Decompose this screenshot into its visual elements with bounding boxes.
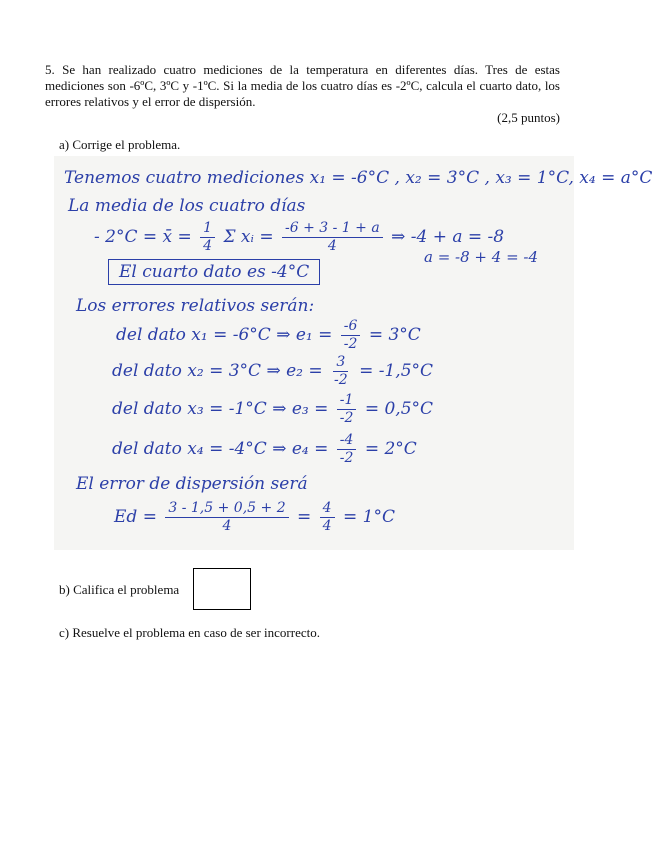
grade-box[interactable] (193, 568, 251, 610)
points-label: (2,5 puntos) (497, 110, 560, 125)
problem-statement (45, 62, 560, 110)
hw-e4-left: del dato x₄ = -4°C ⇒ e₄ = (112, 439, 329, 459)
hw-line-measurements: Tenemos cuatro mediciones x₁ = -6°C , x₂ = 3°C , x₃ = 1°C, x₄ = a°C (64, 168, 653, 188)
hw-e2-frac (331, 354, 351, 389)
hw-e3-frac (337, 392, 357, 427)
part-a-label: a) Corrige el problema. (59, 137, 181, 152)
problem-number: 5. (45, 62, 55, 77)
hw-e4-frac (337, 432, 357, 467)
hw-ed-mid: = (297, 507, 312, 527)
hw-ed-right: = 1°C (343, 507, 395, 527)
hw-e1-left: del dato x₁ = -6°C ⇒ e₁ = (116, 325, 333, 345)
hw-frac-sum-num: -6 + 3 - 1 + a (282, 220, 383, 238)
hw-line-e1 (116, 318, 421, 353)
hw-ed-num2: 4 (320, 500, 335, 518)
hw-ed-left: Ed = (114, 507, 157, 527)
hw-e3-den: -2 (339, 410, 354, 426)
hw-e4-den: -2 (339, 450, 354, 466)
hw-line-e3 (112, 392, 433, 427)
hw-boxed-result (108, 262, 320, 282)
hw-frac-quarter (200, 220, 215, 255)
hw-ed-den: 4 (222, 518, 232, 534)
hw-line-dispersion-title: El error de dispersión será (76, 474, 308, 494)
hw-line-relative-title: Los errores relativos serán: (76, 296, 315, 316)
part-c-label: c) Resuelve el problema en caso de ser incorrecto. (59, 625, 320, 640)
hw-e1-right: = 3°C (368, 325, 421, 345)
hw-line-e4 (112, 432, 417, 467)
hw-frac-sum (282, 220, 383, 255)
hw-ed-den2: 4 (322, 518, 332, 534)
hw-frac-sum-den: 4 (327, 238, 337, 254)
hw-mean-sum: Σ xᵢ = (223, 227, 274, 247)
hw-e3-right: = 0,5°C (364, 399, 434, 419)
hw-frac-quarter-den: 4 (203, 238, 213, 254)
hw-mean-right: ⇒ -4 + a = -8 (391, 227, 505, 247)
hw-ed-frac (165, 500, 288, 535)
hw-line-ed (114, 500, 395, 535)
hw-e3-num: -1 (337, 392, 357, 410)
hw-line-e2 (112, 354, 433, 389)
hw-mean-left: - 2°C = x̄ = (94, 227, 192, 247)
hw-e1-num: -6 (341, 318, 361, 336)
hw-ed-frac2 (320, 500, 335, 535)
hw-e2-num: 3 (333, 354, 348, 372)
hw-e2-left: del dato x₂ = 3°C ⇒ e₂ = (112, 361, 323, 381)
hw-line-solve-a: a = -8 + 4 = -4 (424, 248, 539, 266)
hw-e3-mid: e₃ = (291, 399, 329, 419)
hw-e3-left: del dato x₃ = -1°C ⇒ (112, 399, 287, 419)
hw-e1-den: -2 (343, 336, 358, 352)
part-b-label: b) Califica el problema (59, 582, 180, 597)
hw-e2-den: -2 (334, 372, 348, 388)
hw-e2-right: = -1,5°C (359, 361, 434, 381)
hw-e4-right: = 2°C (364, 439, 417, 459)
hw-line-mean-title: La media de los cuatro días (68, 196, 306, 216)
hw-frac-quarter-num: 1 (200, 220, 215, 238)
hw-e1-frac (341, 318, 361, 353)
problem-text: Se han realizado cuatro mediciones de la temperatura en diferentes días. Tres de estas mediciones son -6ºC, 3ºC y -1ºC. Si la media de los cuatro días es -2ºC, calcula el cuarto dato, los errores relativos y el error de dispersión. (45, 62, 560, 109)
hw-boxed-text: El cuarto dato es -4°C (108, 259, 320, 285)
handwritten-solution (54, 156, 653, 550)
hw-ed-num: 3 - 1,5 + 0,5 + 2 (165, 500, 288, 518)
hw-e4-num: -4 (337, 432, 357, 450)
